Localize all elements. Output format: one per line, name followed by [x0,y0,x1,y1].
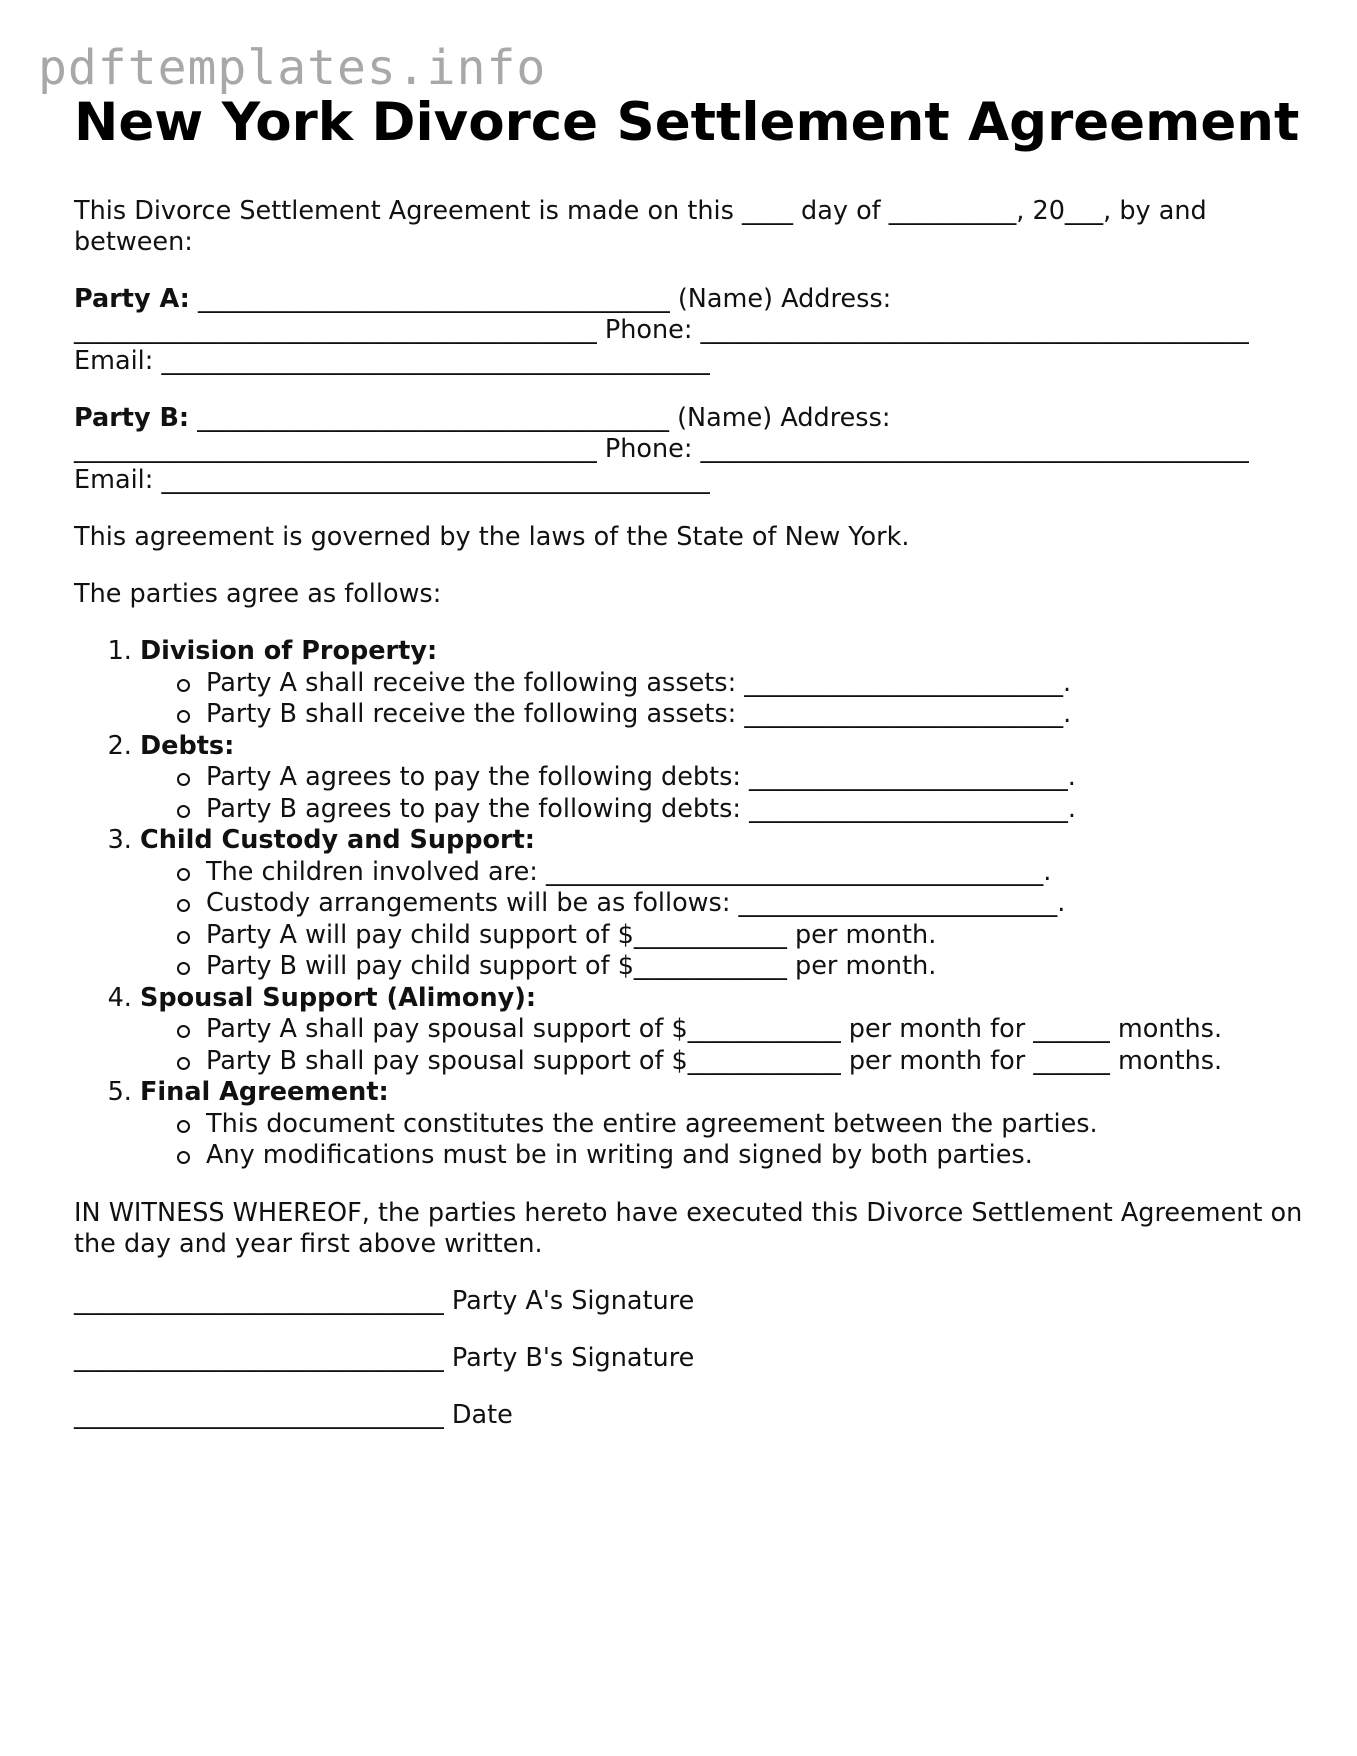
list-item: Party B will pay child support of $____________ per month. [173,951,1304,983]
section-final-agreement [140,1077,1304,1172]
section-debts [140,731,1304,826]
list-item: Party B shall receive the following assets: _________________________. [173,699,1304,731]
signature-line-party-a: _____________________________ Party A's Signature [74,1285,695,1316]
list-item: Party B shall pay spousal support of $____________ per month for ______ months. [173,1046,1304,1078]
agree-intro: The parties agree as follows: [74,579,442,609]
list-item: The children involved are: _______________________________________. [173,857,1304,889]
party-b-fields: _____________________________________ (Name) Address: _________________________________________ Phone: ___________________________________________ Email: ___________________________________________ [74,403,1249,495]
document-page [74,92,1304,1431]
terms-list [74,636,1304,1172]
party-a-fields: _____________________________________ (Name) Address: _________________________________________ Phone: ___________________________________________ Email: ___________________________________________ [74,284,1249,376]
list-item: Party A agrees to pay the following debts: _________________________. [173,762,1304,794]
section-title: Spousal Support (Alimony): [140,982,537,1013]
signature-line-date: _____________________________ Date [74,1399,513,1430]
section-title: Debts: [140,730,235,761]
list-item: Any modifications must be in writing and signed by both parties. [173,1140,1304,1172]
watermark: pdftemplates.info [38,40,547,96]
intro-paragraph: This Divorce Settlement Agreement is made on this ____ day of __________, 20___, by and between: [74,196,1207,257]
section-child-custody [140,825,1304,983]
party-a-block [74,284,1304,377]
list-item: Party A shall receive the following assets: _________________________. [173,668,1304,700]
list-item: This document constitutes the entire agreement between the parties. [173,1109,1304,1141]
section-title: Child Custody and Support: [140,825,535,855]
list-item: Party B agrees to pay the following debts: _________________________. [173,794,1304,826]
signature-line-party-b: _____________________________ Party B's Signature [74,1342,695,1373]
governing-law: This agreement is governed by the laws of the State of New York. [74,522,910,552]
page-title: New York Divorce Settlement Agreement [74,92,1300,153]
party-b-block [74,403,1304,496]
section-title: Final Agreement: [140,1077,389,1107]
party-a-label: Party A: [74,284,190,314]
party-b-label: Party B: [74,403,190,433]
section-division-of-property [140,636,1304,731]
section-title: Division of Property: [140,636,438,666]
witness-paragraph: IN WITNESS WHEREOF, the parties hereto have executed this Divorce Settlement Agreement on the day and year first above written. [74,1197,1303,1259]
section-spousal-support [140,983,1304,1078]
list-item: Party A will pay child support of $____________ per month. [173,920,1304,952]
list-item: Party A shall pay spousal support of $____________ per month for ______ months. [173,1014,1304,1046]
list-item: Custody arrangements will be as follows: _________________________. [173,888,1304,920]
